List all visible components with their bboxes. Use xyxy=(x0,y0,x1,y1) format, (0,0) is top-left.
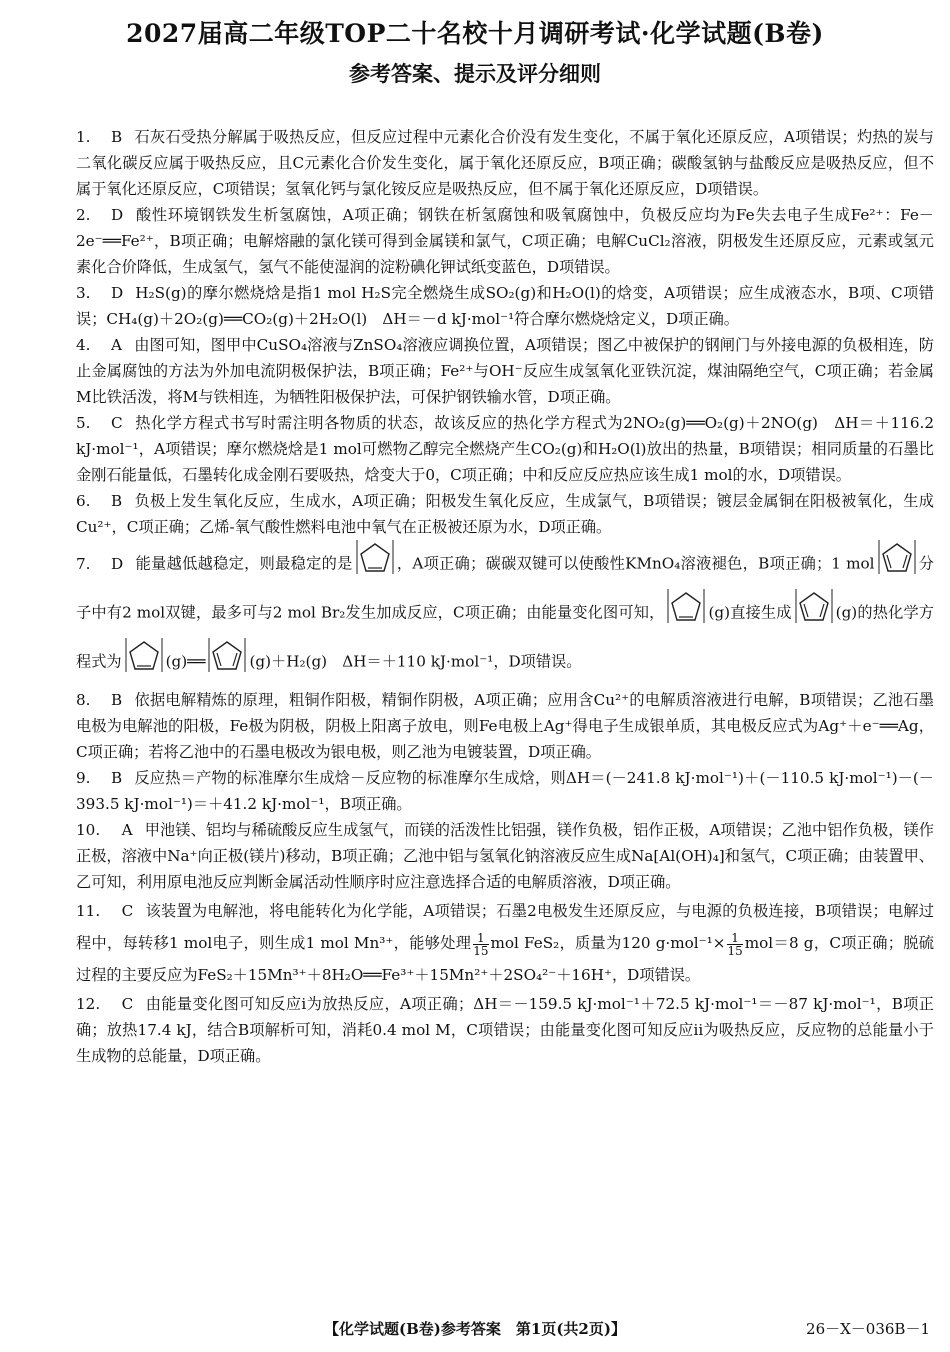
answer-list xyxy=(76,124,934,1069)
item-answer: A xyxy=(110,336,122,354)
item-number: 2. xyxy=(76,206,91,224)
item-number: 5. xyxy=(76,414,91,432)
answer-item-6 xyxy=(76,488,934,540)
item-answer: B xyxy=(110,128,123,146)
item-answer: A xyxy=(121,821,133,839)
item-answer: C xyxy=(121,902,134,920)
footer-code: 26－X－036B－1 xyxy=(806,1320,930,1338)
item-number: 10. xyxy=(76,821,101,839)
cyclopentadiene-icon xyxy=(794,589,834,638)
answer-item-9 xyxy=(76,765,934,817)
item-explanation: 热化学方程式书写时需注明各物质的状态，故该反应的热化学方程式为2NO₂(g)══O₂(g)＋2NO(g) ΔH＝＋116.2 kJ·mol⁻¹，A项错误；摩尔燃烧焓是1 mol可燃物乙醇完全燃烧产生CO₂(g)和H₂O(l)放出的热量，B项错误；相同质量的石墨比金刚石能量低，石墨转化成金刚石要吸热，焓变大于0，C项正确；中和反应反应热应该生成1 mol的水，D项错误。 xyxy=(76,414,934,484)
cyclopentene-icon xyxy=(124,638,164,687)
item-explanation-part: (g)══ xyxy=(165,652,206,671)
item-number: 3. xyxy=(76,284,91,302)
footer-page-info: 【化学试题(B卷)参考答案 第1页(共2页)】 xyxy=(324,1320,626,1338)
answer-item-4 xyxy=(76,332,934,410)
item-number: 1. xyxy=(76,128,91,146)
item-number: 6. xyxy=(76,492,91,510)
item-number: 7. xyxy=(76,554,91,573)
item-answer: B xyxy=(110,691,123,709)
item-answer: C xyxy=(121,995,134,1013)
page-title: 2027届高二年级TOP二十名校十月调研考试·化学试题(B卷) xyxy=(126,19,824,48)
answer-item-12 xyxy=(76,991,934,1069)
item-explanation: 由能量变化图可知反应ⅰ为放热反应，A项正确；ΔH＝－159.5 kJ·mol⁻¹＋72.5 kJ·mol⁻¹＝－87 kJ·mol⁻¹，B项正确；放热17.4 kJ，结合B项解析可知，消耗0.4 mol M，C项错误；由能量变化图可知反应ⅱ为吸热反应，反应物的总能量小于生成物的总能量，D项正确。 xyxy=(76,995,934,1065)
item-explanation: 石灰石受热分解属于吸热反应，但反应过程中元素化合价没有发生变化，不属于氧化还原反应，A项错误；灼热的炭与二氧化碳反应属于吸热反应，且C元素化合价发生变化，属于氧化还原反应，B项正确；碳酸氢钠与盐酸反应是吸热反应，但不属于氧化还原反应，C项错误；氢氧化钙与氯化铵反应是吸热反应，但不属于氧化还原反应，D项错误。 xyxy=(76,128,934,198)
item-explanation: 依据电解精炼的原理，粗铜作阳极，精铜作阴极，A项正确；应用含Cu²⁺的电解质溶液进行电解，B项错误；乙池石墨电极为电解池的阳极，Fe极为阴极，阴极上阳离子放电，则Fe电极上Ag⁺得电子生成银单质，其电极反应式为Ag⁺＋e⁻══Ag，C项正确；若将乙池中的石墨电极改为银电极，则乙池为电镀装置，D项正确。 xyxy=(76,691,934,761)
item-explanation: 酸性环境钢铁发生析氢腐蚀，A项正确；钢铁在析氢腐蚀和吸氧腐蚀中，负极反应均为Fe失去电子生成Fe²⁺：Fe－2e⁻══Fe²⁺，B项正确；电解熔融的氯化镁可得到金属镁和氯气，C项正确；电解CuCl₂溶液，阴极发生还原反应，元素或氢元素化合价降低，生成氢气，氢气不能使湿润的淀粉碘化钾试纸变蓝色，D项错误。 xyxy=(76,206,934,276)
cyclopentene-icon xyxy=(666,589,706,638)
answer-item-1 xyxy=(76,124,934,202)
answer-item-7 xyxy=(76,540,934,687)
cyclopentene-icon xyxy=(355,540,395,589)
cyclopentadiene-icon xyxy=(877,540,917,589)
item-number: 8. xyxy=(76,691,91,709)
answer-item-8 xyxy=(76,687,934,765)
item-answer: D xyxy=(110,554,124,573)
item-answer: B xyxy=(110,492,123,510)
answer-item-2 xyxy=(76,202,934,280)
item-explanation-part: 能量越低越稳定，则最稳定的是 xyxy=(135,554,353,573)
item-explanation: H₂S(g)的摩尔燃烧焓是指1 mol H₂S完全燃烧生成SO₂(g)和H₂O(l)的焓变，A项错误；应生成液态水，B项、C项错误；CH₄(g)＋2O₂(g)══CO₂(g)＋2H₂O(l) ΔH＝－d kJ·mol⁻¹符合摩尔燃烧焓定义，D项正确。 xyxy=(76,284,934,328)
item-explanation-part: mol FeS₂，质量为120 g·mol⁻¹× xyxy=(490,934,726,952)
page-subtitle: 参考答案、提示及评分细则 xyxy=(349,61,601,86)
item-number: 9. xyxy=(76,769,91,787)
item-number: 12. xyxy=(76,995,101,1013)
item-explanation: 反应热＝产物的标准摩尔生成焓－反应物的标准摩尔生成焓，则ΔH＝(－241.8 kJ·mol⁻¹)＋(－110.5 kJ·mol⁻¹)－(－393.5 kJ·mol⁻¹)＝＋41.2 kJ·mol⁻¹，B项正确。 xyxy=(76,769,934,813)
cyclopentadiene-icon xyxy=(207,638,247,687)
item-explanation: 甲池镁、铝均与稀硫酸反应生成氢气，而镁的活泼性比铝强，镁作负极，铝作正极，A项错误；乙池中铝作负极，镁作正极，溶液中Na⁺向正极(镁片)移动，B项正确；乙池中铝与氢氧化钠溶液反应生成Na[Al(OH)₄]和氢气，C项正确；由装置甲、乙可知，利用原电池反应判断金属活动性顺序时应注意选择合适的电解质溶液，D项正确。 xyxy=(76,821,934,891)
item-explanation: 由图可知，图甲中CuSO₄溶液与ZnSO₄溶液应调换位置，A项错误；图乙中被保护的钢闸门与外接电源的负极相连，防止金属腐蚀的方法为外加电流阴极保护法，B项正确；Fe²⁺与OH⁻反应生成氢氧化亚铁沉淀，煤油隔绝空气，C项正确；若金属M比铁活泼，将M与铁相连，为牺牲阳极保护法，可保护钢铁输水管，D项正确。 xyxy=(76,336,934,406)
answer-item-3 xyxy=(76,280,934,332)
item-explanation-part: 分子中有2 mol双键，最多可与2 mol Br₂发生加成反应，C项正确；由能量变化图可知， xyxy=(76,554,934,622)
item-answer: C xyxy=(110,414,123,432)
item-explanation-part: (g)＋H₂(g) ΔH＝＋110 kJ·mol⁻¹，D项错误。 xyxy=(249,652,582,671)
fraction: $\frac{1}{15}$ xyxy=(473,930,489,958)
answer-item-10 xyxy=(76,817,934,895)
answer-item-11 xyxy=(76,895,934,991)
item-answer: B xyxy=(110,769,123,787)
item-explanation-part: mol＝8 g，C项正确；脱硫过程的主要反应为FeS₂＋15Mn³⁺＋8H₂O══Fe³⁺＋15Mn²⁺＋2SO₄²⁻＋16H⁺，D项错误。 xyxy=(76,934,934,984)
item-answer: D xyxy=(110,206,124,224)
item-explanation-part: (g)的热化学方程式为 xyxy=(76,603,934,671)
item-explanation-part: ，A项正确；碳碳双键可以使酸性KMnO₄溶液褪色，B项正确；1 mol xyxy=(396,554,875,573)
answer-item-5 xyxy=(76,410,934,488)
item-number: 11. xyxy=(76,902,101,920)
item-explanation-part: 该装置为电解池，将电能转化为化学能，A项错误；石墨2电极发生还原反应，与电源的负极连接，B项错误；电解过程中，每转移1 mol电子，则生成1 mol Mn³⁺，能够处理 xyxy=(76,902,934,952)
item-number: 4. xyxy=(76,336,91,354)
item-explanation: 负极上发生氧化反应，生成水，A项正确；阳极发生氧化反应，生成氯气，B项错误；镀层金属铜在阳极被氧化，生成Cu²⁺，C项正确；乙烯-氧气酸性燃料电池中氧气在正极被还原为水，D项正确。 xyxy=(76,492,934,536)
page-footer xyxy=(0,1318,950,1342)
item-explanation-part: (g)直接生成 xyxy=(708,603,792,622)
item-answer: D xyxy=(110,284,124,302)
fraction: $\frac{1}{15}$ xyxy=(727,930,743,958)
